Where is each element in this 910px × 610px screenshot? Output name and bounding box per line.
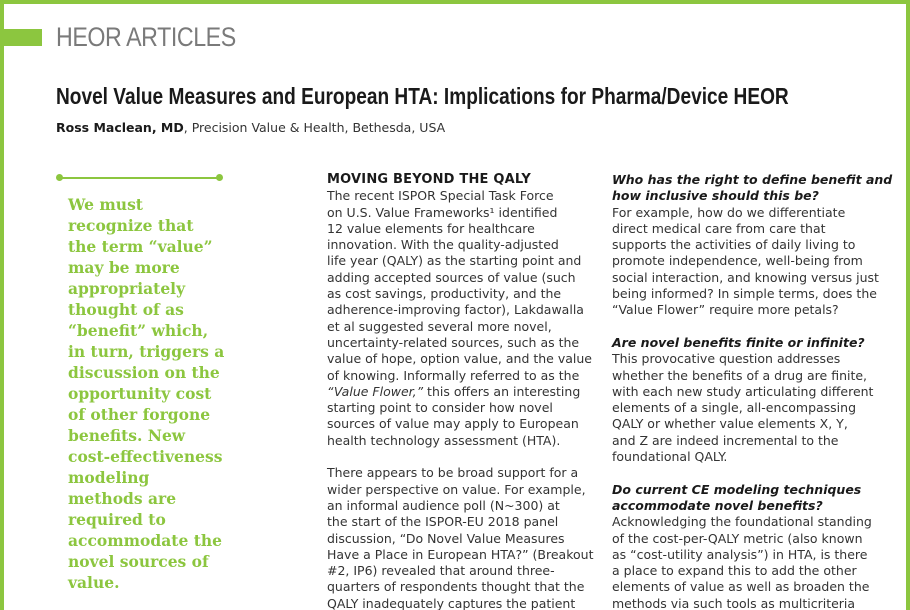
pull-quote [68, 194, 248, 593]
text-line: “Value Flower” require more petals? [612, 302, 839, 318]
text-line: of knowing. Informally referred to as the [327, 367, 580, 383]
text-line: “Value Flower,” this offers an interesting [327, 383, 581, 399]
text-line: and Z are indeed incremental to the [612, 432, 839, 448]
author-name: Ross Maclean, MD [56, 120, 184, 135]
pull-quote-line: value. [68, 573, 120, 592]
question-3-heading [612, 482, 882, 515]
pull-quote-line: accommodate the [68, 531, 222, 550]
text-line: adding accepted sources of value (such [327, 269, 576, 285]
text-line: There appears to be broad support for a [327, 465, 579, 481]
text-line: uncertainty-related sources, such as the [327, 334, 580, 350]
pull-quote-line: novel sources of [68, 552, 209, 571]
text-line: with each new study articulating different [612, 383, 874, 399]
text-line: elements of value as well as broaden the [612, 579, 870, 595]
pull-quote-line: of other forgone [68, 405, 211, 424]
text-line: innovation. With the quality-adjusted [327, 237, 559, 253]
text-line: life year (QALY) as the starting point and [327, 253, 582, 269]
article-title: Novel Value Measures and European HTA: Implications for Pharma/Device HEOR [56, 83, 789, 109]
pull-quote-line: We must [68, 195, 143, 214]
question-1-heading [612, 172, 893, 205]
author-affiliation: , Precision Value & Health, Bethesda, USA [183, 120, 446, 135]
byline [56, 120, 445, 135]
pull-quote-line: opportunity cost [68, 384, 212, 403]
pull-quote-line: cost-effectiveness [68, 447, 223, 466]
question-3-body [612, 514, 882, 610]
section-label: HEOR ARTICLES [56, 22, 236, 52]
text-line: The recent ISPOR Special Task Force [327, 188, 554, 204]
text-line: methods via such tools as multicriteria [612, 595, 856, 610]
question-heading-line: how inclusive should this be? [612, 188, 819, 204]
text-line: This provocative question addresses [612, 351, 841, 367]
body-column-2 [612, 172, 893, 610]
question-1-body [612, 205, 882, 319]
text-line: as cost savings, productivity, and the [327, 286, 562, 302]
pull-quote-line: the term “value” [68, 237, 213, 256]
text-line: as “cost-utility analysis”) in HTA, is there [612, 546, 868, 562]
text-line: social interaction, and knowing versus just [612, 269, 879, 285]
text-line: an informal audience poll (N~300) at [327, 497, 560, 513]
text-line: et al suggested several more novel, [327, 318, 552, 334]
text-line: the start of the ISPOR-EU 2018 panel [327, 514, 559, 530]
pull-quote-line: discussion on the [68, 363, 220, 382]
text-line: QALY or whether value elements X, Y, [612, 416, 848, 432]
question-heading-line: Are novel benefits finite or infinite? [612, 334, 865, 350]
pull-quote-rule-dot-right [216, 174, 223, 181]
pull-quote-line: in turn, triggers a [68, 342, 225, 361]
text-line: starting point to consider how novel [327, 400, 553, 416]
pull-quote-line: recognize that [68, 216, 194, 235]
question-2-body [612, 351, 882, 465]
text-line: promote independence, well-being from [612, 253, 863, 269]
text-line: direct medical care from care that [612, 220, 826, 236]
paragraph-1 [327, 188, 592, 449]
question-2-heading [612, 335, 882, 351]
question-heading-line: Who has the right to define benefit and [612, 172, 893, 187]
text-line: of the cost-per-QALY metric (also known [612, 530, 863, 546]
pull-quote-line: required to [68, 510, 166, 529]
text-line: sources of value may apply to European [327, 416, 579, 432]
pull-quote-rule-dot-left [56, 174, 63, 181]
text-line: a place to expand this to add the other [612, 563, 857, 579]
text-line: supports the activities of daily living to [612, 237, 856, 253]
text-line: value of hope, option value, and the value [327, 351, 592, 367]
text-line: whether the benefits of a drug are finite, [612, 367, 868, 383]
text-line: being informed? In simple terms, does the [612, 286, 877, 302]
pull-quote-line: thought of as [68, 300, 184, 319]
text-line: Acknowledging the foundational standing [612, 514, 872, 530]
text-line: wider perspective on value. For example, [327, 481, 586, 497]
text-line: For example, how do we differentiate [612, 204, 846, 220]
text-line: 12 value elements for healthcare [327, 220, 535, 236]
body-column-1 [327, 172, 594, 610]
pull-quote-line: methods are [68, 489, 177, 508]
section-accent-bar [4, 29, 42, 46]
text-line: foundational QALY. [612, 449, 728, 465]
pull-quote-line: “benefit” which, [68, 321, 209, 340]
text-line: #2, IP6) revealed that around three- [327, 563, 555, 579]
question-heading-line: Do current CE modeling techniques [612, 481, 862, 497]
text-line: QALY inadequately captures the patient [327, 595, 576, 610]
text-line: elements of a single, all-encompassing [612, 400, 857, 416]
text-line: adherence-improving factor), Lakdawalla [327, 302, 584, 318]
pull-quote-line: modeling [68, 468, 150, 487]
text-line: quarters of respondents thought that the [327, 579, 585, 595]
text-line: health technology assessment (HTA). [327, 432, 561, 448]
paragraph-2 [327, 465, 594, 610]
question-heading-line: accommodate novel benefits? [612, 497, 823, 513]
pull-quote-line: appropriately [68, 279, 186, 298]
text-line: discussion, “Do Novel Value Measures [327, 530, 565, 546]
pull-quote-line: may be more [68, 258, 180, 277]
section-heading: MOVING BEYOND THE QALY [327, 172, 531, 187]
pull-quote-rule [58, 177, 221, 179]
text-line: Have a Place in European HTA?” (Breakout [327, 546, 594, 562]
text-line: on U.S. Value Frameworks¹ identified [327, 204, 558, 220]
pull-quote-line: benefits. New [68, 426, 186, 445]
